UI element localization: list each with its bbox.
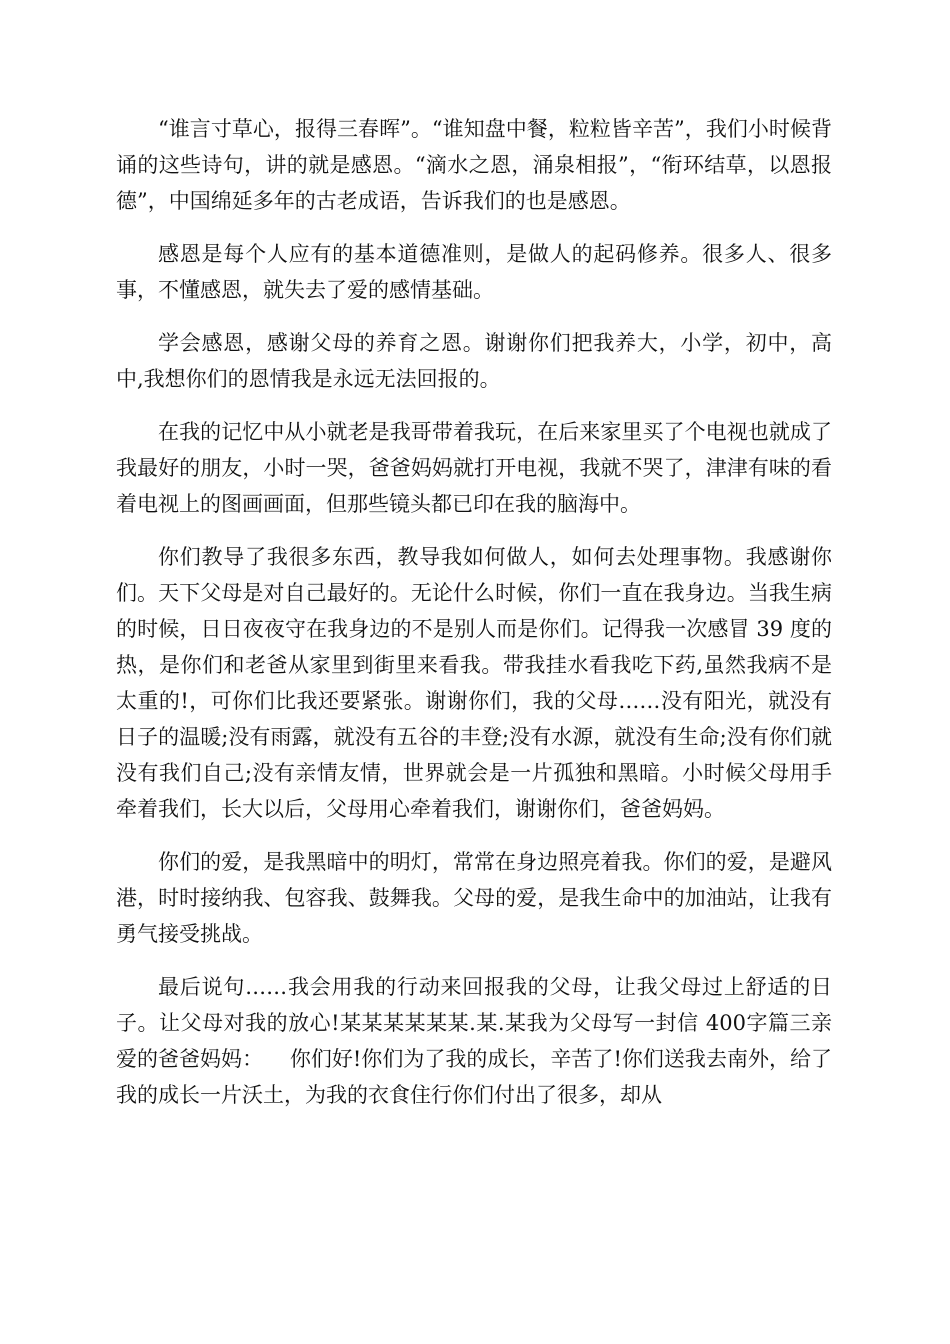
paragraph-4: 在我的记忆中从小就老是我哥带着我玩，在后来家里买了个电视也就成了我最好的朋友，小时一哭，爸爸妈妈就打开电视，我就不哭了，津津有味的看着电视上的图画画面，但那些镜头都已印在我的脑海中。 [116, 420, 832, 516]
paragraph-6: 你们的爱，是我黑暗中的明灯，常常在身边照亮着我。你们的爱，是避风港，时时接纳我、包容我、鼓舞我。父母的爱，是我生命中的加油站，让我有勇气接受挑战。 [116, 850, 832, 946]
paragraph-2: 感恩是每个人应有的基本道德准则，是做人的起码修养。很多人、很多事，不懂感恩，就失去了爱的感情基础。 [116, 242, 832, 302]
paragraph-5: 你们教导了我很多东西，教导我如何做人，如何去处理事物。我感谢你们。天下父母是对自己最好的。无论什么时候，你们一直在我身边。当我生病的时候，日日夜夜守在我身边的不是别人而是你们。记得我一次感冒 39 度的热，是你们和老爸从家里到街里来看我。带我挂水看我吃下药,虽然我病不是太重的!，可你们比我还要紧张。谢谢你们，我的父母……没有阳光，就没有日子的温暖;没有雨露，就没有五谷的丰登;没有水源，就没有生命;没有你们就没有我们自己;没有亲情友情，世界就会是一片孤独和黑暗。小时候父母用手牵着我们，长大以后，父母用心牵着我们，谢谢你们，爸爸妈妈。 [116, 545, 832, 821]
letter-body [116, 111, 832, 1130]
paragraph-3: 学会感恩，感谢父母的养育之恩。谢谢你们把我养大，小学，初中，高中,我想你们的恩情我是永远无法回报的。 [116, 331, 832, 391]
paragraph-7: 最后说句……我会用我的行动来回报我的父母，让我父母过上舒适的日子。让父母对我的放心!某某某某某某.某.某我为父母写一封信 400字篇三亲爱的爸爸妈妈： 你们好!你们为了我的成长，辛苦了!你们送我去南外，给了我的成长一片沃土，为我的衣食住行你们付出了很多，却从 [116, 975, 832, 1107]
paragraph-1: “谁言寸草心，报得三春晖”。“谁知盘中餐，粒粒皆辛苦”，我们小时候背诵的这些诗句，讲的就是感恩。“滴水之恩，涌泉相报”，“衔环结草，以恩报德”，中国绵延多年的古老成语，告诉我们的也是感恩。 [116, 117, 832, 213]
